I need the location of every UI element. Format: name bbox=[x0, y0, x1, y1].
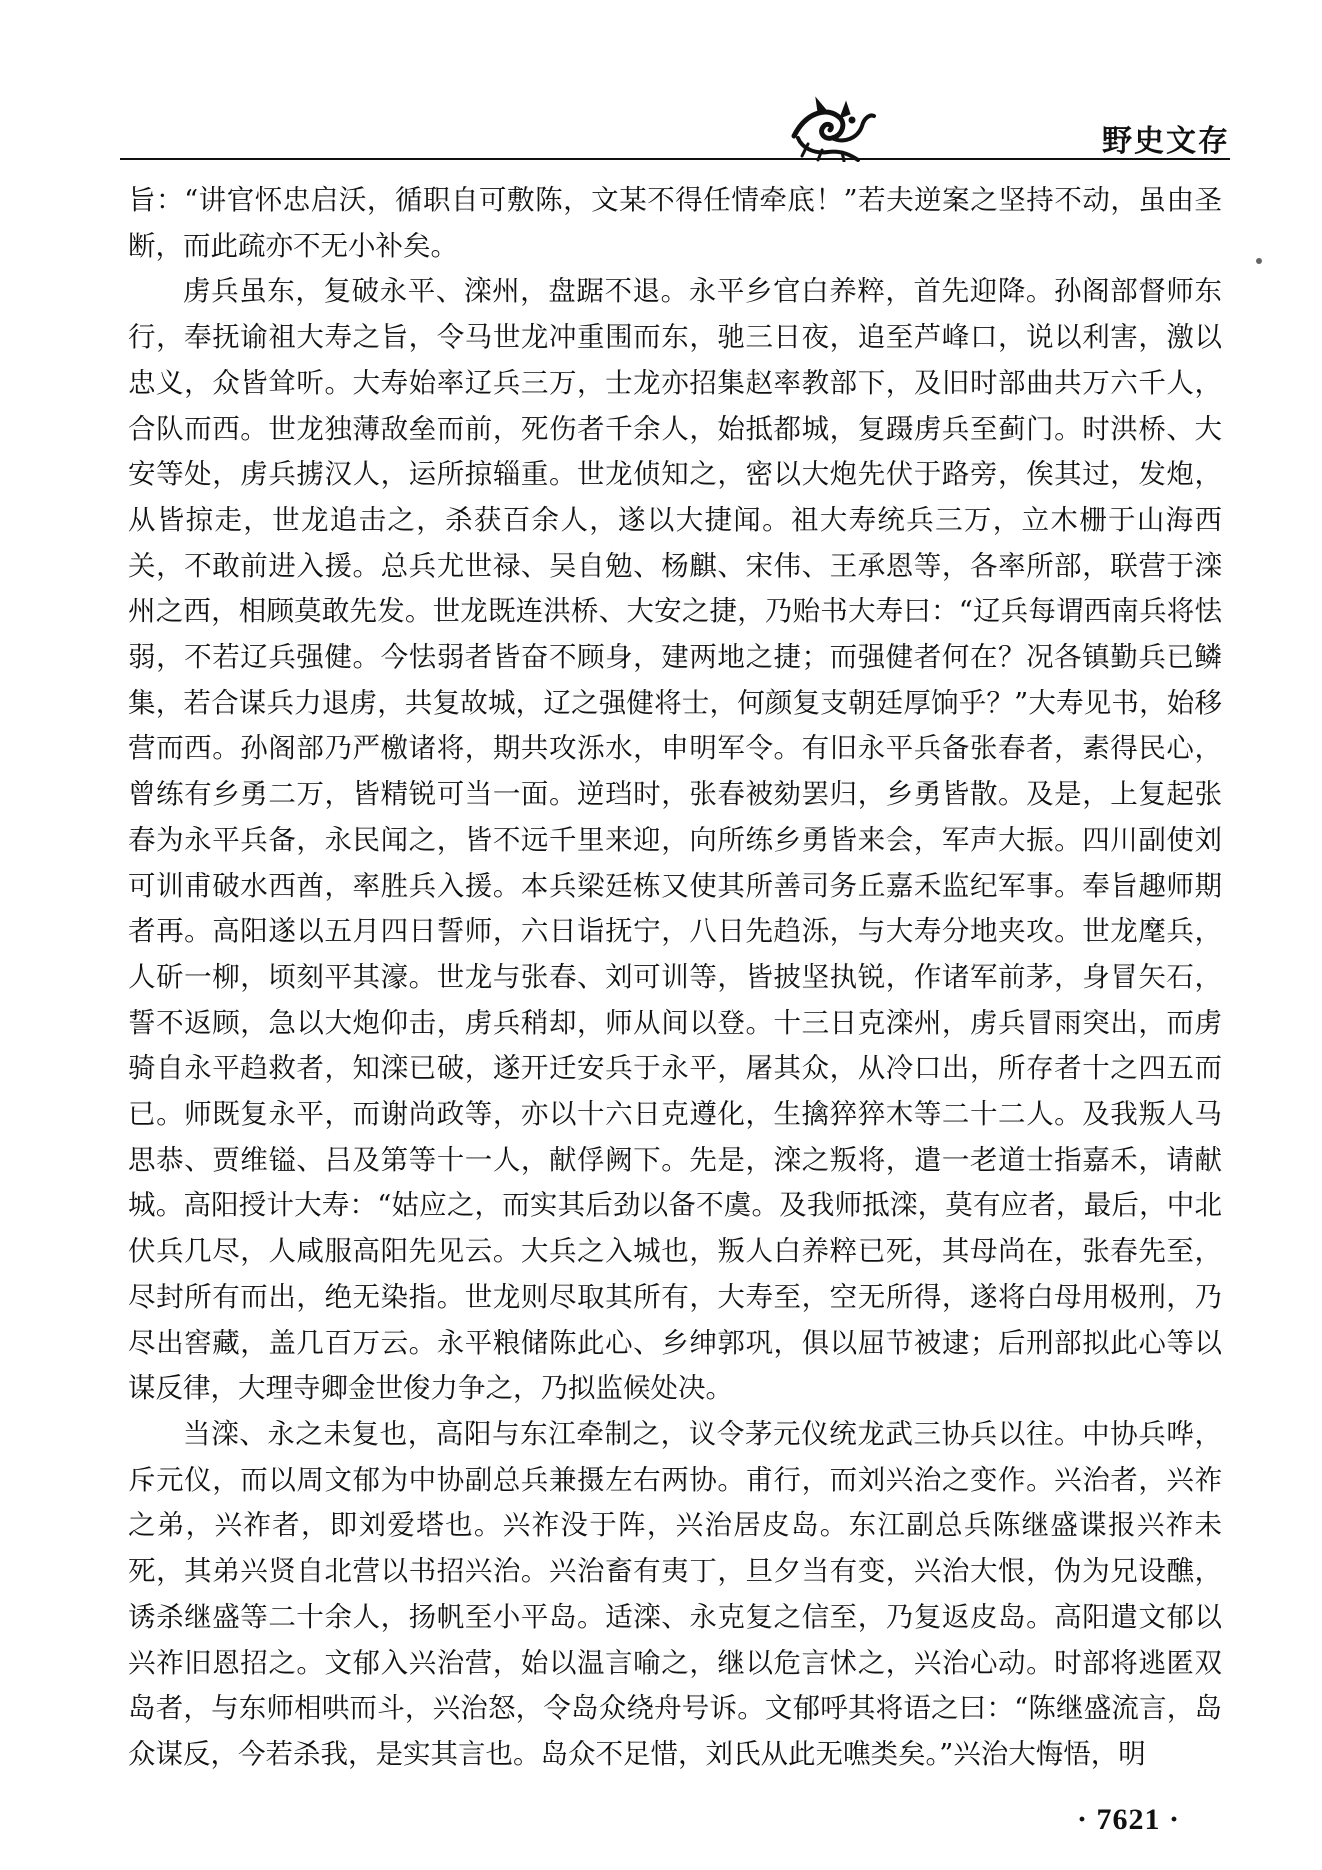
body-text bbox=[128, 178, 1222, 1778]
header-rule bbox=[120, 158, 1230, 160]
paragraph-continued: 旨：“讲官怀忠启沃，循职自可敷陈，文某不得任情牵底！”若夫逆案之坚持不动，虽由圣断，而此疏亦不无小补矣。 bbox=[128, 184, 1222, 262]
paragraph: 当滦、永之未复也，高阳与东江牵制之，议令茅元仪统龙武三协兵以往。中协兵哗，斥元仪，而以周文郁为中协副总兵兼摄左右两协。甫行，而刘兴治之变作。兴治者，兴祚之弟，兴祚者，即刘爱塔也。兴祚没于阵，兴治居皮岛。东江副总兵陈继盛谍报兴祚未死，其弟兴贤自北营以书招兴治。兴治畜有夷丁，旦夕当有变，兴治大恨，伪为兄设醮，诱杀继盛等二十余人，扬帆至小平岛。适滦、永克复之信至，乃复返皮岛。高阳遣文郁以兴祚旧恩招之。文郁入兴治营，始以温言喻之，继以危言怵之，兴治心动。时部将逃匿双岛者，与东师相哄而斗，兴治怒，令岛众绕舟号诉。文郁呼其将语之曰：“陈继盛流言，岛众谋反，今若杀我，是实其言也。岛众不足惜，刘氏从此无噍类矣。”兴治大悔悟，明 bbox=[128, 1417, 1222, 1770]
margin-mark bbox=[1256, 258, 1262, 264]
paragraph: 虏兵虽东，复破永平、滦州，盘踞不退。永平乡官白养粹，首先迎降。孙阁部督师东行，奉抚谕祖大寿之旨，令马世龙冲重围而东，驰三日夜，追至芦峰口，说以利害，激以忠义，众皆耸听。大寿始率辽兵三万，士龙亦招集赵率教部下，及旧时部曲共万六千人，合队而西。世龙独薄敌垒而前，死伤者千余人，始抵都城，复蹑虏兵至蓟门。时洪桥、大安等处，虏兵掳汉人，运所掠辎重。世龙侦知之，密以大炮先伏于路旁，俟其过，发炮，从皆掠走，世龙追击之，杀获百余人，遂以大捷闻。祖大寿统兵三万，立木栅于山海西关，不敢前进入援。总兵尤世禄、吴自勉、杨麒、宋伟、王承恩等，各率所部，联营于滦州之西，相顾莫敢先发。世龙既连洪桥、大安之捷，乃贻书大寿曰：“辽兵每谓西南兵将怯弱，不若辽兵强健。今怯弱者皆奋不顾身，建两地之捷；而强健者何在？况各镇勤兵已鳞集，若合谋兵力退虏，共复故城，辽之强健将士，何颜复支朝廷厚饷乎？”大寿见书，始移营而西。孙阁部乃严檄诸将，期共攻泺水，申明军令。有旧永平兵备张春者，素得民心，曾练有乡勇二万，皆精锐可当一面。逆珰时，张春被劾罢归，乡勇皆散。及是，上复起张春为永平兵备，永民闻之，皆不远千里来迎，向所练乡勇皆来会，军声大振。四川副使刘可训甫破水西酋，率胜兵入援。本兵梁廷栋又使其所善司务丘嘉禾监纪军事。奉旨趣师期者再。高阳遂以五月四日誓师，六日诣抚宁，八日先趋泺，与大寿分地夹攻。世龙麾兵，人斫一柳，顷刻平其濠。世龙与张春、刘可训等，皆披坚执锐，作诸军前茅，身冒矢石，誓不返顾，急以大炮仰击，虏兵稍却，师从间以登。十三日克滦州，虏兵冒雨突出，而虏骑自永平趋救者，知滦已破，遂开迁安兵于永平，屠其众，从冷口出，所存者十之四五而已。师既复永平，而谢尚政等，亦以十六日克遵化，生擒猝猝木等二十二人。及我叛人马思恭、贾维镒、吕及第等十一人，献俘阙下。先是，滦之叛将，遣一老道士指嘉禾，请献城。高阳授计大寿：“姑应之，而实其后劲以备不虞。及我师抵滦，莫有应者，最后，中北伏兵几尽，人咸服高阳先见云。大兵之入城也，叛人白养粹已死，其母尚在，张春先至，尽封所有而出，绝无染指。世龙则尽取其所有，大寿至，空无所得，遂将白母用极刑，乃尽出窖藏，盖几百万云。永平粮储陈此心、乡绅郭巩，俱以屈节被逮；后刑部拟此心等以谋反律，大理寺卿金世俊力争之，乃拟监候处决。 bbox=[128, 275, 1222, 1405]
dragon-emblem-icon bbox=[788, 92, 876, 162]
page-number: · 7621 · bbox=[1076, 1803, 1180, 1836]
page-header bbox=[120, 92, 1230, 164]
series-title: 野史文存 bbox=[1102, 124, 1230, 159]
